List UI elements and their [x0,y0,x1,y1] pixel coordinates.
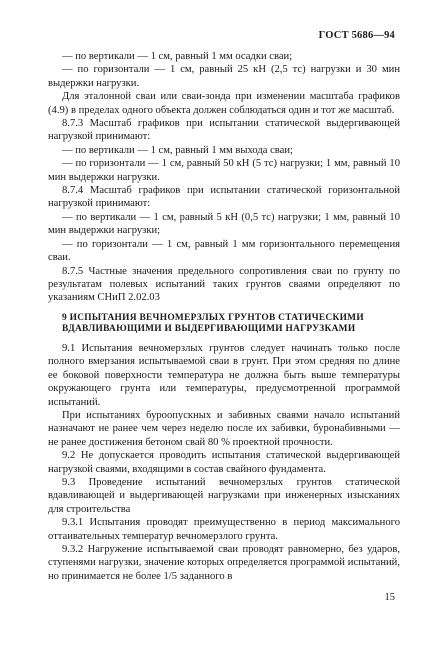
section-heading-line-1: 9 ИСПЫТАНИЯ ВЕЧНОМЕРЗЛЫХ ГРУНТОВ СТАТИЧЕСКИМИ [62,312,364,323]
paragraph: — по вертикали — 1 см, равный 1 мм осадки сваи; [62,51,293,62]
paragraph: 9.1 Испытания вечномерзлых грунтов следует начинать только после полного вмерзания испытываемой сваи в грунт. При этом средняя по длине ее боковой поверхности температура не должна быть выше температуры окружающего грунта или температуры, предусмотренной программой испытаний. [48,342,400,408]
paragraph: 9.3 Проведение испытаний вечномерзлых грунтов статической вдавливающей и выдергивающей нагрузками при инженерных изысканиях для строительства [48,476,400,515]
paragraph: — по горизонтали — 1 см, равный 50 кН (5 тс) нагрузки; 1 мм, равный 10 мин выдержки нагрузки. [48,158,400,183]
paragraph: — по вертикали — 1 см, равный 5 кН (0,5 тс) нагрузки; 1 мм, равный 10 мин выдержки нагрузки; [48,211,400,237]
paragraph: — по горизонтали — 1 см, равный 25 кН (2,5 тс) нагрузки и 30 мин выдержки нагрузки. [48,64,400,89]
paragraph: При испытаниях буроопускных и забивных сваями начало испытаний назначают не ранее чем через неделю после их забивки, буронабивными — не ранее достижения бетоном свай 80 % проектной прочности. [48,409,400,448]
section-heading [48,313,400,336]
paragraph: 9.3.2 Нагружение испытываемой сваи проводят равномерно, без ударов, ступенями нагрузки, значение которых определяется программой испытаний, но принимается не более 1/5 заданного в [48,544,400,582]
section-heading-line-2: ВДАВЛИВАЮЩИМИ И ВЫДЕРГИВАЮЩИМИ НАГРУЗКАМИ [62,324,356,335]
document-body [48,50,400,583]
paragraph: 8.7.5 Частные значения предельного сопротивления сваи по грунту по результатам полевых испытаний таких грунтов сваями определяют по указаниям СНиП 2.02.03 [48,265,400,304]
document-header: ГОСТ 5686—94 [318,30,395,41]
paragraph: 9.2 Не допускается проводить испытания статической выдергивающей нагрузкой сваями, входящими в состав свайного фундамента. [48,450,400,475]
page-number: 15 [384,592,395,603]
paragraph: 9.3.1 Испытания проводят преимущественно в период максимального оттаивательных температур вечномерзлого грунта. [48,517,400,542]
paragraph: 8.7.3 Масштаб графиков при испытании статической выдергивающей нагрузкой принимают: [48,118,400,143]
paragraph: — по вертикали — 1 см, равный 1 мм выхода сваи; [62,144,293,156]
paragraph: 8.7.4 Масштаб графиков при испытании статической горизонтальной нагрузкой принимают: [48,185,400,210]
paragraph: Для эталонной сваи или сваи-зонда при изменении масштаба графиков (4.9) в пределах одного объекта должен соблюдаться один и тот же масштаб. [48,91,400,116]
paragraph: — по горизонтали — 1 см, равный 1 мм горизонтального перемещения сваи. [48,238,400,264]
